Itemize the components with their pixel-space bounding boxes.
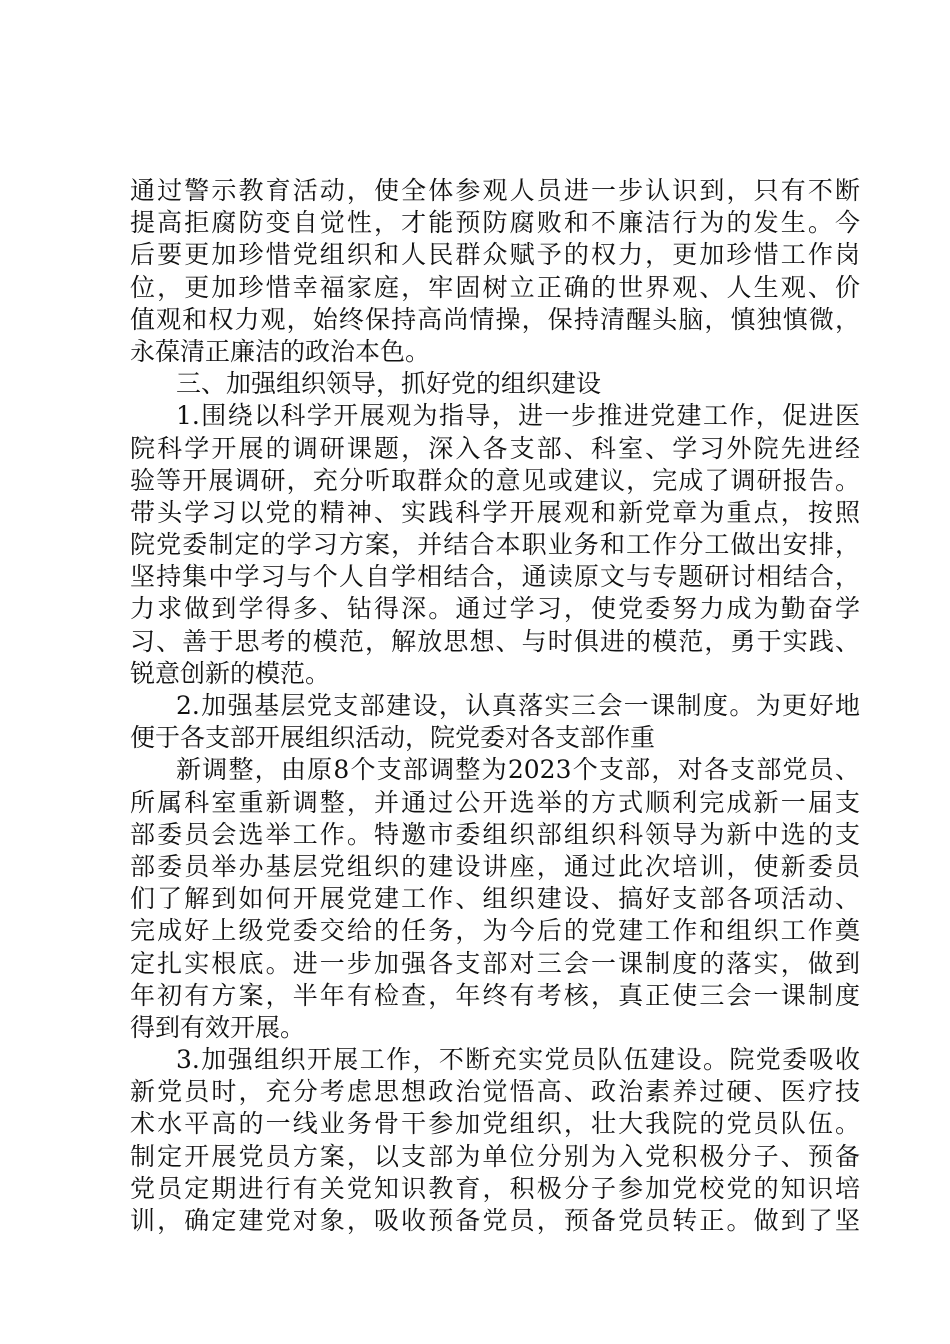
paragraph-first-line: 2.加强基层党支部建设，认真落实三会一课制度。为更好地 (176, 691, 860, 720)
body-text-line: 制定开展党员方案，以支部为单位分别为入党积极分子、预备 (130, 1141, 860, 1171)
paragraph-first-line: 1.围绕以科学开展观为指导，进一步推进党建工作，促进医 (176, 401, 860, 431)
body-text-line: 提高拒腐防变自觉性，才能预防腐败和不廉洁行为的发生。今 (130, 208, 860, 238)
body-text-line: 验等开展调研，充分听取群众的意见或建议，完成了调研报告。 (130, 465, 860, 495)
document-body (130, 175, 860, 1237)
body-text-line: 便于各支部开展组织活动，院党委对各支部作重 (130, 723, 656, 753)
body-text-line: 定扎实根底。进一步加强各支部对三会一课制度的落实，做到 (130, 948, 860, 978)
body-text-line: 完成好上级党委交给的任务，为今后的党建工作和组织工作奠 (130, 916, 860, 946)
body-text-line: 新党员时，充分考虑思想政治觉悟高、政治素养过硬、医疗技 (130, 1077, 860, 1107)
body-text-line: 位，更加珍惜幸福家庭，牢固树立正确的世界观、人生观、价 (130, 272, 860, 302)
body-text-line: 部委员会选举工作。特邀市委组织部组织科领导为新中选的支 (130, 819, 860, 849)
body-text-line: 通过警示教育活动，使全体参观人员进一步认识到，只有不断 (130, 176, 860, 205)
body-text-line: 术水平高的一线业务骨干参加党组织，壮大我院的党员队伍。 (130, 1109, 860, 1139)
body-text-line: 院科学开展的调研课题，深入各支部、科室、学习外院先进经 (130, 433, 860, 463)
body-text-line: 院党委制定的学习方案，并结合本职业务和工作分工做出安排， (130, 530, 860, 560)
body-text-line: 坚持集中学习与个人自学相结合，通读原文与专题研讨相结合， (130, 562, 860, 592)
paragraph-first-line: 3.加强组织开展工作，不断充实党员队伍建设。院党委吸收 (176, 1045, 860, 1075)
paragraph-first-line: 新调整，由原8个支部调整为2023个支部，对各支部党员、 (176, 755, 860, 785)
body-text-line: 带头学习以党的精神、实践科学开展观和新党章为重点，按照 (130, 497, 860, 527)
body-text-line: 习、善于思考的模范，解放思想、与时俱进的模范，勇于实践、 (130, 626, 860, 656)
body-text-line: 永葆清正廉洁的政治本色。 (130, 336, 431, 366)
body-text-line: 所属科室重新调整，并通过公开选举的方式顺利完成新一届支 (130, 787, 860, 817)
body-text-line: 训，确定建党对象，吸收预备党员，预备党员转正。做到了坚 (130, 1206, 860, 1235)
body-text-line: 锐意创新的模范。 (130, 658, 331, 688)
body-text-line: 后要更加珍惜党组织和人民群众赋予的权力，更加珍惜工作岗 (130, 240, 860, 270)
body-text-line: 值观和权力观，始终保持高尚情操，保持清醒头脑，慎独慎微， (130, 304, 860, 334)
body-text-line: 力求做到学得多、钻得深。通过学习，使党委努力成为勤奋学 (130, 594, 860, 624)
body-text-line: 部委员举办基层党组织的建设讲座，通过此次培训，使新委员 (130, 851, 860, 881)
body-text-line: 们了解到如何开展党建工作、组织建设、搞好支部各项活动、 (130, 884, 860, 914)
section-heading: 三、加强组织领导，抓好党的组织建设 (176, 369, 602, 399)
body-text-line: 年初有方案，半年有检查，年终有考核，真正使三会一课制度 (130, 980, 860, 1010)
body-text-line: 得到有效开展。 (130, 1012, 306, 1042)
body-text-line: 党员定期进行有关党知识教育，积极分子参加党校党的知识培 (130, 1173, 860, 1203)
